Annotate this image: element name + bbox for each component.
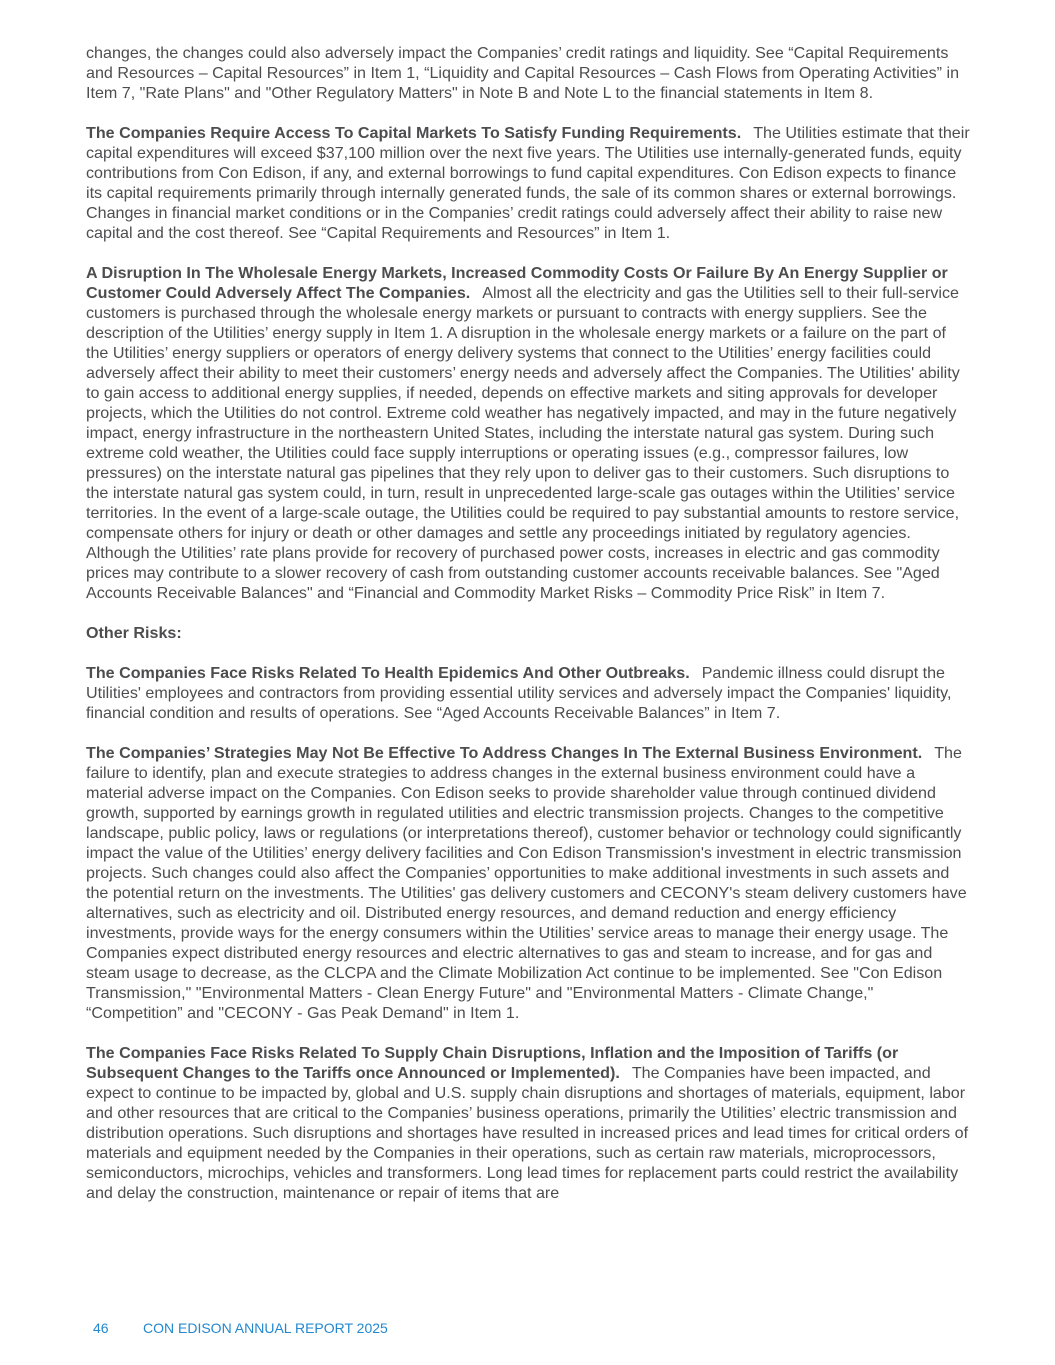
- section-heading-other-risks: [86, 623, 972, 643]
- paragraph-heading: A Disruption In The Wholesale Energy Markets, Increased Commodity Costs Or Failure By An Energy Supplier or Customer Could Adversely Affect The Companies.: [86, 264, 948, 302]
- page-number: 46: [93, 1320, 109, 1336]
- paragraph-supply-chain: [86, 1043, 972, 1203]
- paragraph-text: changes, the changes could also adversely impact the Companies’ credit ratings and liquidity. See “Capital Requirements and Resources – Capital Resources” in Item 1, “Liquidity and Capital Resources – Cash Flows from Operating Activities” in Item 7, "Rate Plans" and "Other Regulatory Matters" in Note B and Note L to the financial statements in Item 8.: [86, 44, 960, 102]
- paragraph-text: The failure to identify, plan and execute strategies to address changes in the external business environment could have a material adverse impact on the Companies. Con Edison seeks to provide shareholder value through continued dividend growth, supported by earnings growth in regulated utilities and electric transmission projects. Changes to the competitive landscape, public policy, laws or regulations (or interpretations thereof), customer behavior or technology could significantly impact the value of the Utilities’ energy delivery facilities and Con Edison Transmission's investment in electric transmission projects. Such changes could also affect the Companies’ opportunities to make additional investments in such assets and the potential return on the investments. The Utilities' gas delivery customers and CECONY's steam delivery customers have alternatives, such as electricity and oil. Distributed energy resources, and demand reduction and energy efficiency investments, provide ways for the energy consumers within the Utilities’ service areas to manage their energy usage. The Companies expect distributed energy resources and electric alternatives to gas and steam to increase, and for gas and steam usage to decrease, as the CLCPA and the Climate Mobilization Act continue to be implemented. See "Con Edison Transmission," "Environmental Matters - Clean Energy Future" and "Environmental Matters - Climate Change," “Competition” and "CECONY - Gas Peak Demand" in Item 1.: [86, 744, 967, 1022]
- section-heading: Other Risks:: [86, 624, 182, 642]
- paragraph-text: The Companies have been impacted, and expect to continue to be impacted by, global and U.S. supply chain disruptions and shortages of materials, equipment, labor and other resources that are critical to the Companies’ business operations, primarily the Utilities’ electric transmission and distribution operations. Such disruptions and shortages have resulted in increased prices and lead times for critical orders of materials and equipment needed by the Companies in their operations, such as certain raw materials, microprocessors, semiconductors, microchips, vehicles and transformers. Long lead times for replacement parts could restrict the availability and delay the construction, maintenance or repair of items that are: [86, 1064, 969, 1202]
- paragraph-text: Pandemic illness could disrupt the Utilities' employees and contractors from providing essential utility services and adversely impact the Companies' liquidity, financial condition and results of operations. See “Aged Accounts Receivable Balances” in Item 7.: [86, 664, 952, 722]
- footer-title: CON EDISON ANNUAL REPORT 2025: [143, 1320, 388, 1336]
- paragraph-strategies: [86, 743, 972, 1023]
- paragraph-heading: The Companies’ Strategies May Not Be Effective To Address Changes In The External Business Environment.: [86, 744, 923, 762]
- paragraph-health-epidemics: [86, 663, 972, 723]
- paragraph-continuation: [86, 43, 972, 103]
- page-footer: [93, 1320, 388, 1336]
- paragraph-capital-markets: [86, 123, 972, 243]
- paragraph-heading: The Companies Face Risks Related To Supply Chain Disruptions, Inflation and the Imposition of Tariffs (or Subsequent Changes to the Tariffs once Announced or Implemented).: [86, 1044, 899, 1082]
- paragraph-heading: The Companies Face Risks Related To Health Epidemics And Other Outbreaks.: [86, 664, 690, 682]
- document-body: [86, 43, 972, 1223]
- paragraph-wholesale-energy: [86, 263, 972, 603]
- paragraph-text: The Utilities estimate that their capital expenditures will exceed $37,100 million over the next five years. The Utilities use internally-generated funds, equity contributions from Con Edison, if any, and external borrowings to fund capital expenditures. Con Edison expects to finance its capital requirements primarily through internally generated funds, the sale of its common shares or external borrowings. Changes in financial market conditions or in the Companies’ credit ratings could adversely affect their ability to raise new capital and the cost thereof. See “Capital Requirements and Resources” in Item 1.: [86, 124, 970, 242]
- paragraph-text: Almost all the electricity and gas the Utilities sell to their full-service customers is purchased through the wholesale energy markets or pursuant to contracts with energy suppliers. See the description of the Utilities’ energy supply in Item 1. A disruption in the wholesale energy markets or a failure on the part of the Utilities’ energy suppliers or operators of energy delivery systems that connect to the Utilities’ energy facilities could adversely affect their ability to meet their customers’ energy needs and adversely affect the Companies. The Utilities' ability to gain access to additional energy supplies, if needed, depends on effective markets and siting approvals for developer projects, which the Utilities do not control. Extreme cold weather has negatively impacted, and may in the future negatively impact, energy infrastructure in the northeastern United States, including the interstate natural gas system. During such extreme cold weather, the Utilities could face supply interruptions or operating issues (e.g., compressor failures, low pressures) on the interstate natural gas pipelines that they rely upon to deliver gas to their customers. Such disruptions to the interstate natural gas system could, in turn, result in unprecedented large-scale gas outages within the Utilities’ service territories. In the event of a large-scale outage, the Utilities could be required to pay substantial amounts to restore service, compensate others for injury or death or other damages and settle any proceedings initiated by regulatory agencies. Although the Utilities’ rate plans provide for recovery of purchased power costs, increases in electric and gas commodity prices may contribute to a slower recovery of cash from outstanding customer accounts receivable balances. See "Aged Accounts Receivable Balances" and “Financial and Commodity Market Risks – Commodity Price Risk” in Item 7.: [86, 284, 960, 602]
- paragraph-heading: The Companies Require Access To Capital Markets To Satisfy Funding Requirements.: [86, 124, 742, 142]
